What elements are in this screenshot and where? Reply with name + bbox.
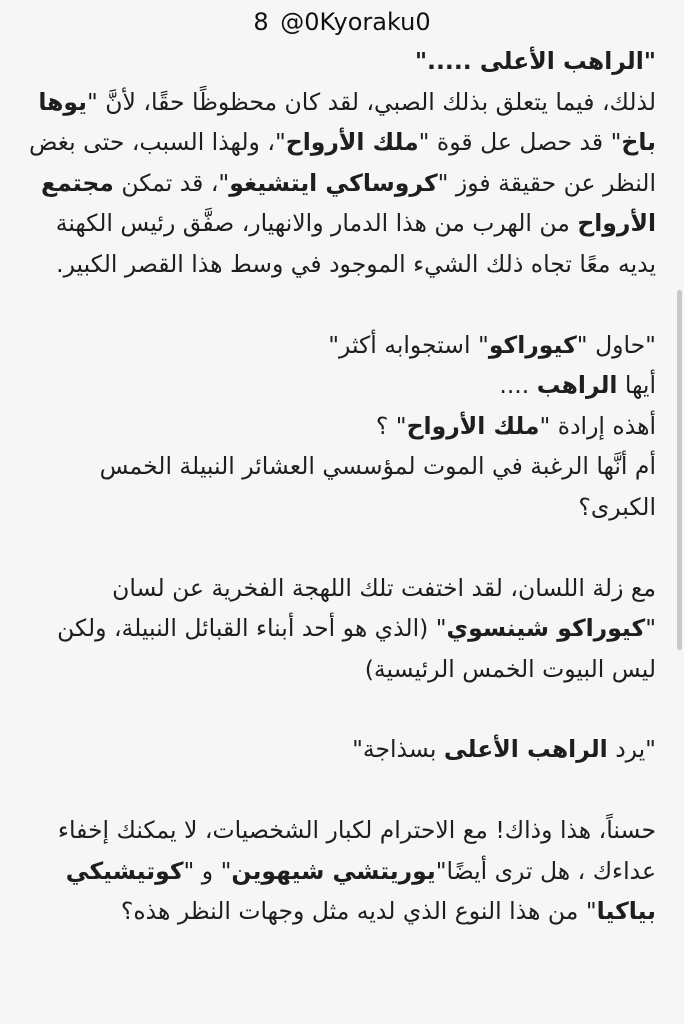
page-header: [0, 4, 684, 40]
paragraph-4: [20, 729, 656, 770]
name-kyoraku: كيوراكو: [488, 330, 577, 359]
text-run: "حاول ": [576, 330, 656, 359]
paragraph-2: [20, 325, 656, 528]
text-run: " و ": [183, 856, 232, 885]
name-yoruichi-shihoin: يوريتشي شيهوين: [231, 856, 436, 885]
name-kurosaki-ichigo: كروساكي ايتشيغو: [229, 168, 438, 197]
name-high-monk: الراهب الأعلى: [443, 735, 608, 764]
name-monk: الراهب: [536, 371, 618, 400]
text-run: "، قد تمكن: [113, 168, 230, 197]
name-kyoraku-shunsui: كيوراكو شينسوي: [446, 614, 646, 643]
text-run: أهذه إرادة ": [539, 411, 656, 440]
name-kuchiki-byakuya: كوتيشيكي بياكيا: [65, 856, 656, 926]
name-yhwach: يوها باخ: [38, 87, 656, 157]
name-soul-society: مجتمع الأرواح: [40, 168, 656, 238]
scrollbar-thumb[interactable]: [677, 290, 682, 650]
paragraph-gap: [20, 689, 656, 729]
paragraph-1: [20, 41, 656, 285]
text-run: "، ولهذا السبب، حتى بغض النظر عن حقيقة فوز ": [29, 128, 656, 197]
text-run: بسذاجة": [352, 735, 444, 764]
text-run: حسناً، هذا وذاك! مع الاحترام لكبار الشخصيات، لا يمكنك إخفاء عداءك ، هل ترى أيضًا": [57, 815, 656, 885]
text-run: " استجوابه أكثر": [328, 330, 489, 359]
paragraph-gap: [20, 285, 656, 325]
name-soul-king: ملك الأرواح: [406, 411, 540, 440]
text-run: " قد حصل عل قوة ": [418, 128, 622, 157]
paragraph-5: [20, 810, 656, 932]
author-handle: @0Kyoraku0: [280, 8, 431, 36]
text-run: مع زلة اللسان، لقد اختفت تلك اللهجة الفخرية عن لسان ": [112, 573, 656, 643]
text-run: ....: [499, 371, 537, 400]
paragraph-3: [20, 568, 656, 690]
article-text: [20, 41, 656, 932]
name-soul-king: ملك الأرواح: [285, 128, 419, 157]
text-run: " ؟: [375, 411, 407, 440]
paragraph-1-heading: "الراهب الأعلى .....": [414, 47, 656, 75]
text-run: "يرد: [607, 735, 656, 764]
paragraph-gap: [20, 770, 656, 810]
text-run: " من هذا النوع الذي لديه مثل وجهات النظر هذه؟: [120, 897, 597, 926]
text-run: أيها: [617, 371, 656, 400]
text-run: " (الذي هو أحد أبناء القبائل النبيلة، ولكن ليس البيوت الخمس الرئيسية): [57, 614, 656, 683]
text-run: من الهرب من هذا الدمار والانهيار، صفَّق رئيس الكهنة يديه معًا تجاه ذلك الشيء الموجود في وسط هذا القصر الكبير.: [55, 209, 656, 278]
paragraph-gap: [20, 528, 656, 568]
page-number: 8: [253, 8, 269, 36]
text-run: لذلك، فيما يتعلق بذلك الصبي، لقد كان محظوظًا حقًا، لأنَّ ": [87, 87, 656, 116]
text-run: أم أنَّها الرغبة في الموت لمؤسسي العشائر النبيلة الخمس الكبرى؟: [99, 452, 656, 521]
